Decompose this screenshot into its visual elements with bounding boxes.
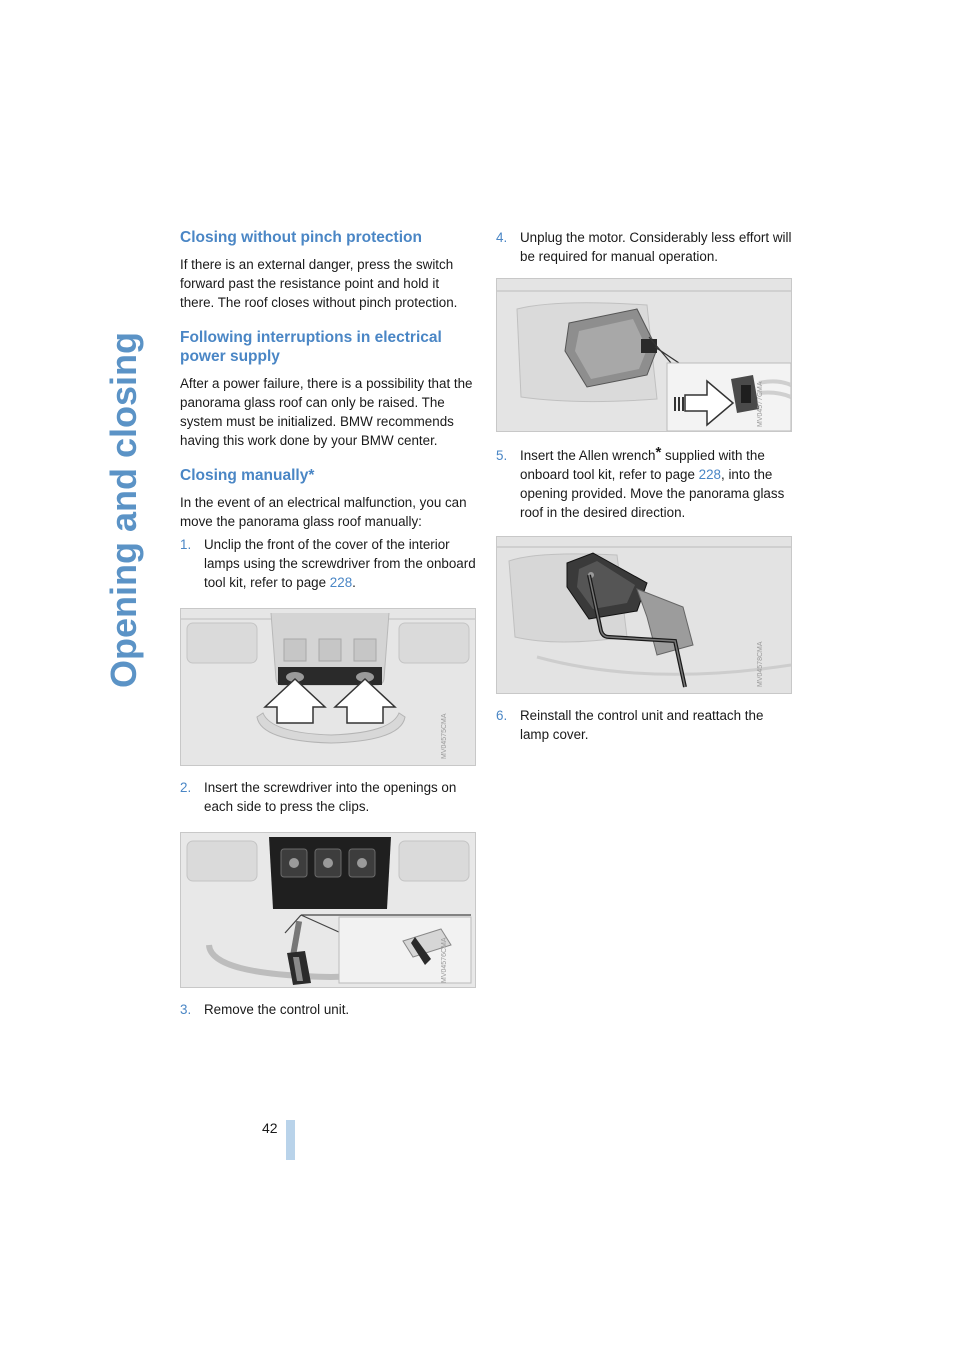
step-number: 1. <box>180 537 192 552</box>
step-item <box>496 228 792 266</box>
page-number-bar <box>286 1120 295 1160</box>
step-text-part: . <box>352 575 356 590</box>
section-heading: Closing manually* <box>180 467 315 484</box>
figure-screwdriver <box>180 832 476 988</box>
page-number: 42 <box>262 1120 278 1136</box>
step-text-part: Unclip the front of the cover of the interior lamps using the screwdriver from the onboard tool kit, refer to page <box>204 537 476 590</box>
figure-code: MV04577CMA <box>757 381 765 427</box>
section-heading: Following interruptions in electrical power supply <box>180 329 442 365</box>
section-pinch <box>180 228 476 312</box>
step-text <box>520 446 792 522</box>
step-number: 4. <box>496 230 508 245</box>
page-link[interactable]: 228 <box>329 575 353 590</box>
step-text-part: Insert the Allen wrench <box>520 448 656 463</box>
step-text: Unplug the motor. Considerably less effort will be required for manual operation. <box>520 230 792 264</box>
step-item <box>496 446 792 522</box>
chapter-sidebar <box>84 230 164 790</box>
step-number: 2. <box>180 780 192 795</box>
figure-motor-unplug <box>496 278 792 432</box>
figure-code: MV04578CMA <box>757 641 765 687</box>
step-number: 3. <box>180 1002 192 1017</box>
optional-equipment-asterisk: * <box>655 444 662 461</box>
step-text-part: , into the opening provided. Move the panorama glass roof in the desired direction. <box>520 467 785 520</box>
step-text: Insert the screwdriver into the openings on each side to press the clips. <box>204 780 457 814</box>
step-text <box>204 535 476 592</box>
figure-allen-wrench <box>496 536 792 694</box>
step-item <box>180 1000 476 1019</box>
step-item <box>180 778 476 816</box>
section-heading: Closing without pinch protection <box>180 229 422 246</box>
step-text: Remove the control unit. <box>204 1002 350 1017</box>
section-intro: In the event of an electrical malfunction, you can move the panorama glass roof manually: <box>180 495 467 529</box>
left-column <box>180 228 476 1019</box>
section-power <box>180 328 476 450</box>
page-link[interactable]: 228 <box>698 467 721 482</box>
chapter-title: Opening and closing <box>103 331 145 689</box>
figure-code: MV04575CMA <box>441 713 449 759</box>
step-number: 5. <box>496 448 508 463</box>
right-column <box>496 228 792 744</box>
step-item <box>180 535 476 592</box>
figure-code: MV04576CMA <box>441 937 449 983</box>
section-body: After a power failure, there is a possibility that the panorama glass roof can only be raised. The system must be initialized. BMW recommends having this work done by your BMW center. <box>180 376 473 448</box>
step-item <box>496 706 792 744</box>
figure-lamp-cover <box>180 608 476 766</box>
section-manual <box>180 466 476 1019</box>
step-text-part: supplied with the onboard tool kit, refer to page <box>520 448 765 482</box>
step-number: 6. <box>496 708 508 723</box>
step-text: Reinstall the control unit and reattach the lamp cover. <box>520 708 764 742</box>
section-body: If there is an external danger, press the switch forward past the resistance point and hold it there. The roof closes without pinch protection. <box>180 257 458 310</box>
